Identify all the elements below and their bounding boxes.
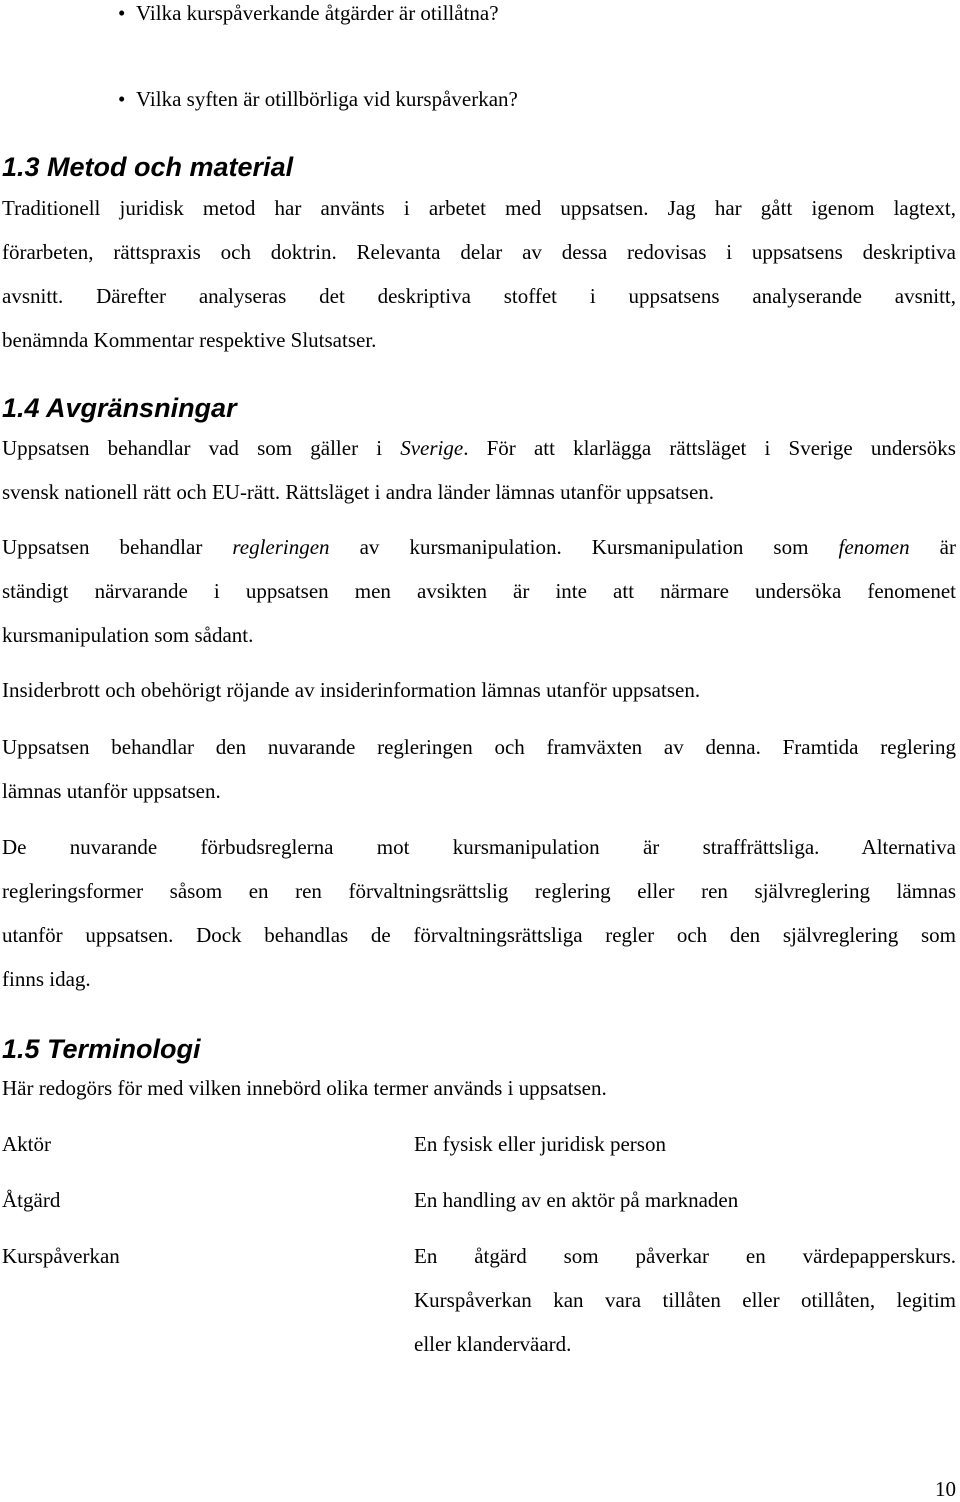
text-line: eller klanderväard. xyxy=(414,1332,572,1356)
paragraph-scope-1 xyxy=(2,426,956,514)
paragraph-scope-4 xyxy=(2,725,956,813)
emphasis: fenomen xyxy=(838,535,910,559)
text-run: . För att klarlägga rättsläget i Sverige undersöks xyxy=(463,436,956,460)
bullet-text: Vilka syften är otillbörliga vid kurspåverkan? xyxy=(136,87,518,111)
section-heading-1-3: 1.3 Metod och material xyxy=(2,152,294,182)
text-run: Uppsatsen behandlar xyxy=(2,535,233,559)
text-run: är xyxy=(909,535,956,559)
paragraph-scope-5 xyxy=(2,825,956,1001)
term-label: Åtgärd xyxy=(2,1188,61,1212)
term-label: Aktör xyxy=(2,1132,51,1156)
text-line: En handling av en aktör på marknaden xyxy=(414,1188,739,1212)
bullet-text: Vilka kurspåverkande åtgärder är otillåtna? xyxy=(136,1,499,25)
paragraph-terminology-intro xyxy=(2,1066,956,1110)
emphasis: regleringen xyxy=(232,535,330,559)
text-line: Traditionell juridisk metod har använts i arbetet med uppsatsen. Jag har gått igenom lagtext, xyxy=(2,196,956,220)
emphasis: Sverige xyxy=(400,436,464,460)
text-line: kursmanipulation som sådant. xyxy=(2,623,254,647)
text-line xyxy=(2,525,956,569)
text-line: En åtgärd som påverkar en värdepapperskurs. xyxy=(414,1244,956,1268)
section-heading-1-5: 1.5 Terminologi xyxy=(2,1034,201,1064)
text-line: finns idag. xyxy=(2,967,91,991)
text-line: Här redogörs för med vilken innebörd olika termer används i uppsatsen. xyxy=(2,1076,607,1100)
text-line: regleringsformer såsom en ren förvaltningsrättslig reglering eller ren självreglering lämnas xyxy=(2,879,956,903)
text-line: svensk nationell rätt och EU-rätt. Rättsläget i andra länder lämnas utanför uppsatsen. xyxy=(2,480,715,504)
text-line: En fysisk eller juridisk person xyxy=(414,1132,666,1156)
text-line xyxy=(2,426,956,470)
bullet-item xyxy=(118,86,518,112)
bullet-icon: • xyxy=(118,1,126,25)
term-definition xyxy=(414,1234,956,1366)
section-heading-1-4: 1.4 Avgränsningar xyxy=(2,393,237,423)
term-definition xyxy=(414,1178,956,1222)
text-run: Uppsatsen behandlar vad som gäller i xyxy=(2,436,401,460)
text-line: Kurspåverkan kan vara tillåten eller otillåten, legitim xyxy=(414,1288,956,1312)
text-line: Uppsatsen behandlar den nuvarande regleringen och framväxten av denna. Framtida reglering xyxy=(2,735,956,759)
text-line: utanför uppsatsen. Dock behandlas de förvaltningsrättsliga regler och den självreglering som xyxy=(2,923,956,947)
text-run: av kursmanipulation. Kursmanipulation som xyxy=(329,535,839,559)
text-line: avsnitt. Därefter analyseras det deskriptiva stoffet i uppsatsens analyserande avsnitt, xyxy=(2,284,956,308)
paragraph-method xyxy=(2,186,956,362)
page-number: 10 xyxy=(935,1477,956,1501)
text-line: ständigt närvarande i uppsatsen men avsikten är inte att närmare undersöka fenomenet xyxy=(2,579,956,603)
paragraph-scope-2 xyxy=(2,525,956,657)
bullet-item xyxy=(118,0,499,26)
text-line: förarbeten, rättspraxis och doktrin. Relevanta delar av dessa redovisas i uppsatsens deskriptiva xyxy=(2,240,956,264)
term-label: Kurspåverkan xyxy=(2,1244,120,1268)
text-line: Insiderbrott och obehörigt röjande av insiderinformation lämnas utanför uppsatsen. xyxy=(2,678,701,702)
bullet-icon: • xyxy=(118,87,126,111)
paragraph-scope-3 xyxy=(2,668,956,712)
text-line: lämnas utanför uppsatsen. xyxy=(2,779,221,803)
term-definition xyxy=(414,1122,956,1166)
text-line: benämnda Kommentar respektive Slutsatser. xyxy=(2,328,377,352)
text-line: De nuvarande förbudsreglerna mot kursmanipulation är straffrättsliga. Alternativa xyxy=(2,835,956,859)
